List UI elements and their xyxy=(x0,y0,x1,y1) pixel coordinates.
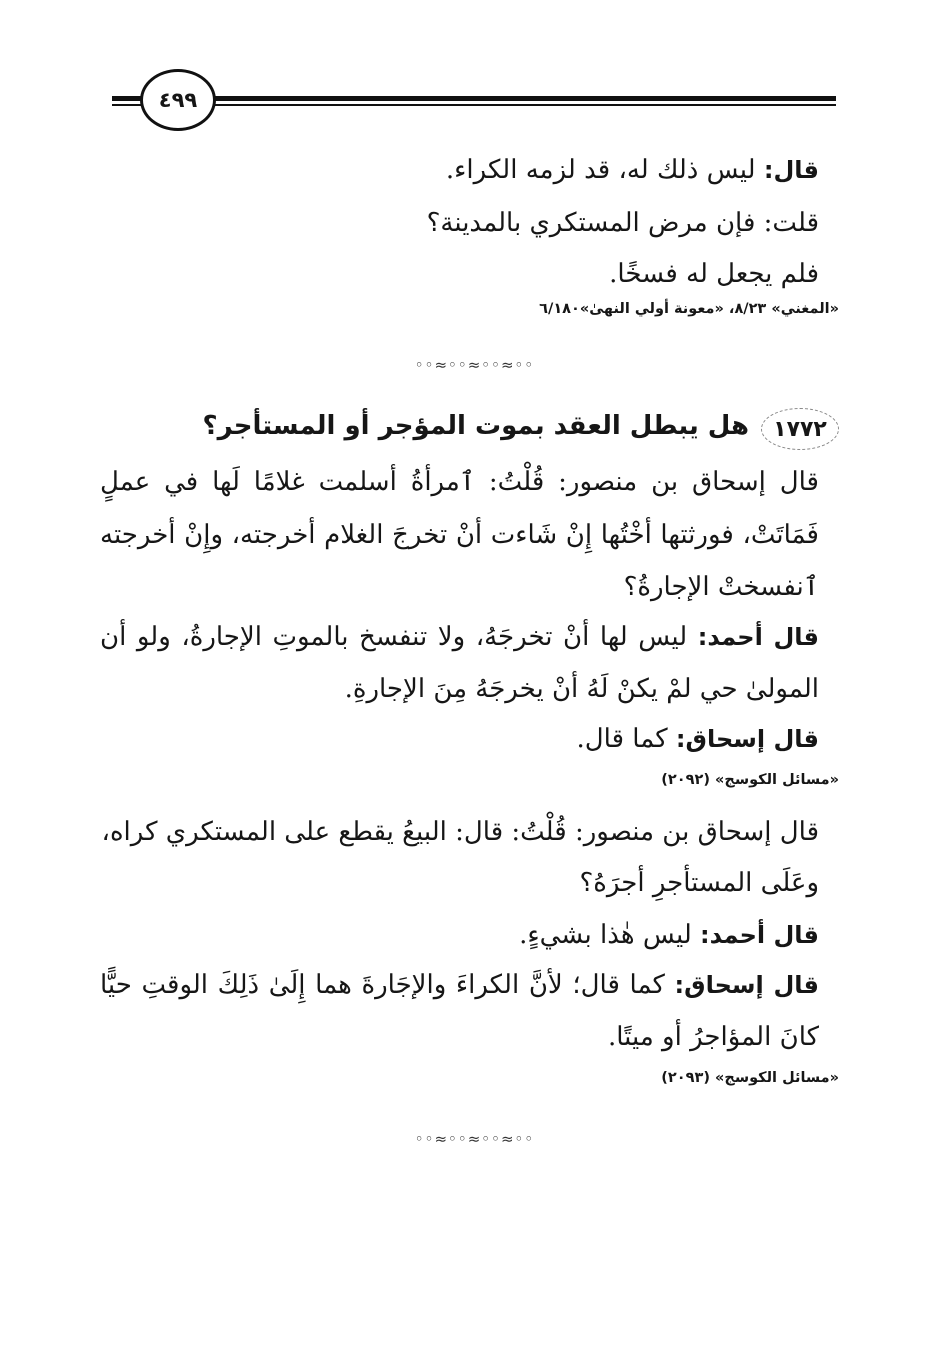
text-line: قال إسحاق بن منصور: قُلْتُ: ٱمرأةُ أسلمت غلامًا لَها في عملٍ xyxy=(100,467,819,497)
text-line: ٱنفسختْ الإجارةُ؟ xyxy=(623,572,819,602)
text-line: فلم يجعل له فسخًا. xyxy=(609,259,819,289)
line-text: ليس ذلك له، قد لزمه الكراء. xyxy=(445,155,764,185)
text-line: فَمَاتَتْ، فورثتها أخْتُها إِنْ شَاءت أنْ تخرجَ الغلام أخرجته، وإِنْ أخرجته xyxy=(100,520,819,550)
speaker-label: قال أحمد: xyxy=(700,921,819,949)
line-text: كما قال. xyxy=(576,724,676,754)
header-rule-thin xyxy=(112,104,836,106)
speaker-label: قال إسحاق: xyxy=(674,971,819,999)
page-number: ٤٩٩ xyxy=(140,69,216,131)
text-line xyxy=(100,620,819,654)
text-line: وعَلَى المستأجرِ أجرَهُ؟ xyxy=(579,868,819,898)
text-line xyxy=(100,968,819,1002)
text-line xyxy=(519,918,819,952)
line-text: كما قال؛ لأنَّ الكراءَ والإجَارةَ هما إِلَىٰ ذَلِكَ الوقتِ حيًّا xyxy=(100,970,675,1000)
text-line: المولىٰ حي لمْ يكنْ لَهُ أنْ يخرجَهُ مِنَ الإجارةِ. xyxy=(344,674,819,704)
line-text: ليس هٰذا بشيءٍ. xyxy=(519,920,701,950)
text-line: قال إسحاق بن منصور: قُلْتُ: قال: البيعُ يقطع على المستكري كراه، xyxy=(101,817,819,847)
text-line: كانَ المؤاجرُ أو ميتًا. xyxy=(607,1022,819,1052)
ornament-divider: ◦◦≈◦◦≈◦◦≈◦◦ xyxy=(414,356,535,374)
reference-citation: «مسائل الكوسج» (٢٠٩٢) xyxy=(661,772,839,788)
reference-citation: «المغني» ٨/٢٣، «معونة أولي النهىٰ»٦/١٨٠ xyxy=(539,301,839,317)
line-text: ليس لها أنْ تخرجَهُ، ولا تنفسخ بالموتِ الإجارةُ، ولو أن xyxy=(100,622,698,652)
text-line: قلت: فإن مرض المستكري بالمدينة؟ xyxy=(426,208,819,238)
header-rule-thick xyxy=(112,96,836,101)
speaker-label: قال أحمد: xyxy=(697,623,819,651)
section-number: ١٧٧٢ xyxy=(763,414,837,444)
speaker-label: قال إسحاق: xyxy=(675,725,819,753)
speaker-label: قال: xyxy=(763,156,819,184)
text-line xyxy=(577,722,819,756)
reference-citation: «مسائل الكوسج» (٢٠٩٣) xyxy=(661,1070,839,1086)
ornament-divider: ◦◦≈◦◦≈◦◦≈◦◦ xyxy=(414,1130,535,1148)
section-title: هل يبطل العقد بموت المؤجر أو المستأجر؟ xyxy=(202,411,749,441)
text-line xyxy=(446,153,819,187)
